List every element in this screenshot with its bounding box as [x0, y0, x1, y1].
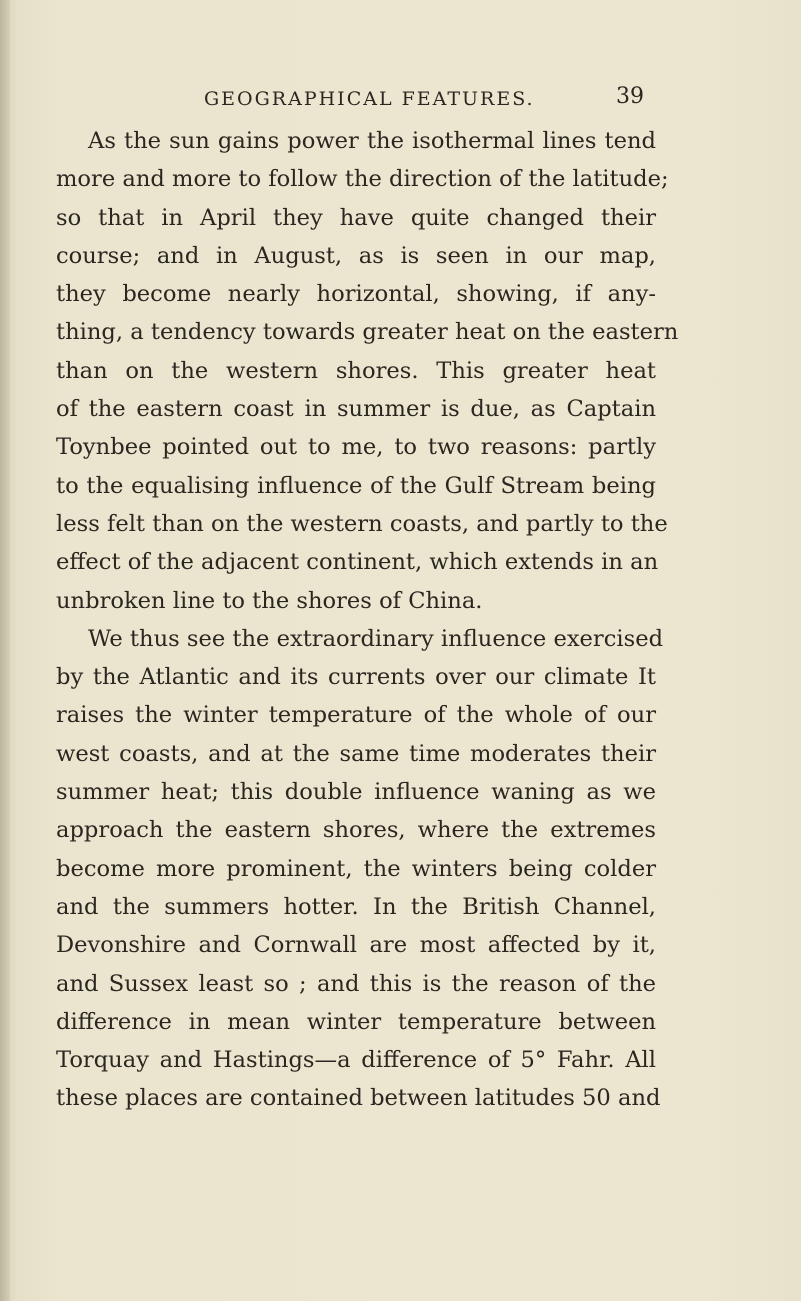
text-line: unbroken line to the shores of China. [56, 587, 483, 614]
running-head [204, 84, 674, 124]
body-text [56, 122, 679, 1118]
text-line: Torquay and Hastings—a difference of 5° Fahr. All [56, 1047, 656, 1074]
text-line: west coasts, and at the same time moderates their [56, 740, 656, 767]
text-line: more and more to follow the direction of the latitude; [56, 166, 669, 193]
text-line: and the summers hotter. In the British Channel, [56, 893, 656, 920]
text-line: raises the winter temperature of the whole of our [56, 702, 656, 729]
page-number: 39 [616, 84, 644, 109]
text-line: and Sussex least so ; and this is the reason of the [56, 970, 656, 997]
text-line: these places are contained between latitudes 50 and [56, 1085, 661, 1112]
text-line: so that in April they have quite changed their [56, 204, 656, 231]
text-line: As the sun gains power the isothermal lines tend [88, 128, 656, 154]
text-line: summer heat; this double influence waning as we [56, 779, 656, 806]
text-line: to the equalising influence of the Gulf Stream being [56, 472, 656, 499]
text-line: course; and in August, as is seen in our map, [56, 242, 656, 269]
page-gutter [0, 0, 10, 1301]
text-line: by the Atlantic and its currents over our climate It [56, 664, 656, 691]
text-line: less felt than on the western coasts, and partly to the [56, 510, 668, 537]
text-line: Devonshire and Cornwall are most affected by it, [56, 932, 656, 959]
text-line: than on the western shores. This greater heat [56, 357, 656, 384]
text-line: We thus see the extraordinary influence exercised [88, 625, 664, 652]
text-line: difference in mean winter temperature between [56, 1008, 656, 1035]
text-line: approach the eastern shores, where the extremes [56, 817, 656, 844]
text-line: Toynbee pointed out to me, to two reasons: partly [56, 434, 656, 461]
running-title: GEOGRAPHICAL FEATURES. [204, 88, 535, 110]
text-line: thing, a tendency towards greater heat on the eastern [56, 319, 679, 346]
text-line: become more prominent, the winters being colder [56, 855, 656, 882]
text-line: of the eastern coast in summer is due, as Captain [56, 396, 656, 423]
text-line: they become nearly horizontal, showing, if any- [56, 281, 656, 308]
text-line: effect of the adjacent continent, which extends in an [56, 549, 659, 576]
